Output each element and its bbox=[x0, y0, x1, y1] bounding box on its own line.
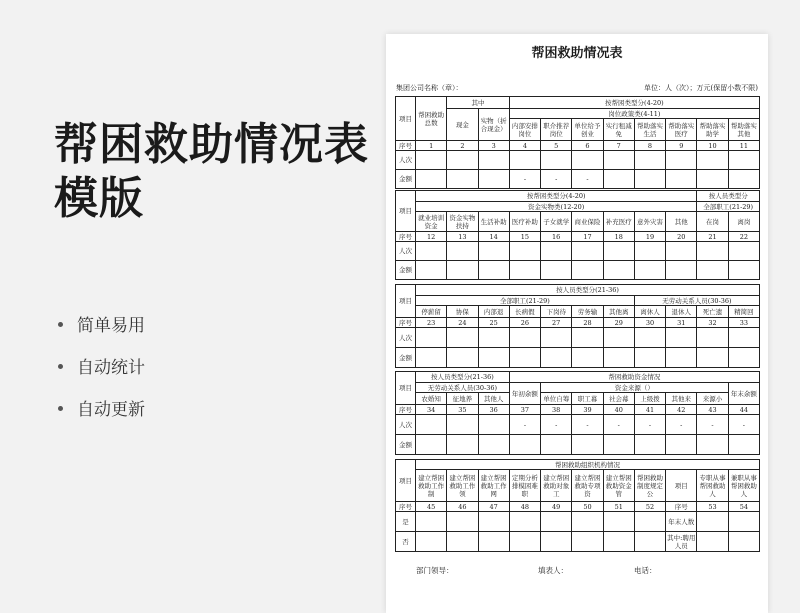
data-cell[interactable] bbox=[603, 512, 634, 532]
col-header: 单位自筹 bbox=[541, 393, 572, 405]
data-cell[interactable] bbox=[634, 328, 665, 348]
col-number: 32 bbox=[697, 318, 728, 328]
col-header: 农婚知 bbox=[416, 393, 447, 405]
col-number: 42 bbox=[666, 405, 697, 415]
feature-list bbox=[58, 312, 145, 438]
footer-leader: 部门领导： bbox=[416, 566, 454, 575]
col-header: 资金实物类(12-20) bbox=[416, 202, 697, 212]
data-cell[interactable] bbox=[572, 242, 603, 261]
col-header: 建立帮困救助对象工 bbox=[541, 470, 572, 502]
data-cell[interactable] bbox=[634, 435, 665, 455]
row-header: 年末人数 bbox=[666, 512, 697, 532]
col-header: 全部职工(21-29) bbox=[697, 202, 760, 212]
col-number: 1 bbox=[416, 141, 447, 151]
data-cell[interactable] bbox=[697, 512, 728, 532]
item-label: 项目 bbox=[396, 372, 416, 405]
col-header: 上级拨 bbox=[634, 393, 665, 405]
table-block-2 bbox=[395, 190, 760, 280]
col-header: 帮助落实其他 bbox=[728, 119, 759, 141]
col-header: 意外灾害 bbox=[634, 212, 665, 232]
col-number: 15 bbox=[509, 232, 540, 242]
amount-label: 金额 bbox=[396, 435, 416, 455]
col-header: 死亡遗 bbox=[697, 306, 728, 318]
col-header: 建立帮困救助专项资 bbox=[572, 470, 603, 502]
amount-label: 金额 bbox=[396, 348, 416, 368]
data-cell[interactable] bbox=[416, 415, 447, 435]
dash-cell: - bbox=[509, 415, 540, 435]
data-cell[interactable] bbox=[447, 151, 478, 170]
col-number: 17 bbox=[572, 232, 603, 242]
data-cell[interactable] bbox=[634, 532, 665, 552]
hero-title bbox=[54, 118, 369, 226]
data-cell[interactable] bbox=[603, 532, 634, 552]
item-label: 项目 bbox=[396, 97, 416, 141]
data-cell[interactable] bbox=[603, 348, 634, 368]
col-number: 9 bbox=[666, 141, 697, 151]
hero-title-line2: 模版 bbox=[54, 173, 144, 224]
col-number: 40 bbox=[603, 405, 634, 415]
col-header: 无劳动关系人员(30-36) bbox=[634, 296, 759, 306]
col-header: 离休人 bbox=[634, 306, 665, 318]
col-header: 退休人 bbox=[666, 306, 697, 318]
data-cell[interactable] bbox=[728, 435, 759, 455]
col-header: 资金实物扶持 bbox=[447, 212, 478, 232]
no-label: 否 bbox=[396, 532, 416, 552]
data-cell[interactable] bbox=[447, 435, 478, 455]
data-cell[interactable] bbox=[447, 512, 478, 532]
persons-label: 人次 bbox=[396, 415, 416, 435]
data-cell[interactable] bbox=[728, 512, 759, 532]
yes-label: 是 bbox=[396, 512, 416, 532]
col-header: 现金 bbox=[447, 109, 478, 141]
col-header: 资金来源（） bbox=[541, 383, 729, 393]
data-cell[interactable] bbox=[509, 435, 540, 455]
data-cell[interactable] bbox=[697, 532, 728, 552]
data-cell[interactable] bbox=[416, 242, 447, 261]
col-number: 4 bbox=[509, 141, 540, 151]
seq-label: 序号 bbox=[396, 502, 416, 512]
col-header: 建立帮困救助工作网 bbox=[478, 470, 509, 502]
data-cell[interactable] bbox=[447, 170, 478, 189]
document-preview bbox=[386, 34, 768, 613]
company-label: 集团公司名称（章）： bbox=[396, 84, 463, 92]
col-header: 社会幕 bbox=[603, 393, 634, 405]
seq-label: 序号 bbox=[396, 141, 416, 151]
feature-item bbox=[58, 312, 145, 354]
data-cell[interactable] bbox=[416, 261, 447, 280]
data-cell[interactable] bbox=[666, 242, 697, 261]
data-cell[interactable] bbox=[728, 151, 759, 170]
amount-label: 金额 bbox=[396, 261, 416, 280]
persons-label: 人次 bbox=[396, 151, 416, 170]
data-cell[interactable] bbox=[541, 348, 572, 368]
data-cell[interactable] bbox=[416, 348, 447, 368]
item-label: 项目 bbox=[396, 460, 416, 502]
table-block-4 bbox=[395, 371, 760, 455]
col-number: 52 bbox=[634, 502, 665, 512]
persons-label: 人次 bbox=[396, 328, 416, 348]
data-cell[interactable] bbox=[447, 532, 478, 552]
col-number: 24 bbox=[447, 318, 478, 328]
amount-label: 金额 bbox=[396, 170, 416, 189]
data-cell[interactable] bbox=[603, 261, 634, 280]
col-number: 53 bbox=[697, 502, 728, 512]
seq-label: 序号 bbox=[396, 318, 416, 328]
data-cell[interactable] bbox=[416, 170, 447, 189]
col-number: 31 bbox=[666, 318, 697, 328]
data-cell[interactable] bbox=[634, 242, 665, 261]
item-label: 项目 bbox=[396, 285, 416, 318]
col-number: 20 bbox=[666, 232, 697, 242]
data-cell[interactable] bbox=[728, 328, 759, 348]
col-number: 48 bbox=[509, 502, 540, 512]
table-block-3 bbox=[395, 284, 760, 368]
col-header: 其他离 bbox=[603, 306, 634, 318]
data-cell[interactable] bbox=[541, 261, 572, 280]
data-cell[interactable] bbox=[697, 328, 728, 348]
col-header: 定期分析排模困难职 bbox=[509, 470, 540, 502]
col-number: 38 bbox=[541, 405, 572, 415]
col-number: 12 bbox=[416, 232, 447, 242]
data-cell[interactable] bbox=[697, 261, 728, 280]
data-cell[interactable] bbox=[603, 151, 634, 170]
dash-cell: - bbox=[541, 415, 572, 435]
col-header: 建立帮困救助工作领 bbox=[447, 470, 478, 502]
dash-cell: - bbox=[572, 170, 603, 189]
dash-cell: - bbox=[572, 415, 603, 435]
bullet-dot-icon bbox=[58, 322, 63, 327]
table-block-1 bbox=[395, 96, 760, 189]
col-number: 19 bbox=[634, 232, 665, 242]
data-cell[interactable] bbox=[416, 151, 447, 170]
col-number: 27 bbox=[541, 318, 572, 328]
data-cell[interactable] bbox=[509, 261, 540, 280]
data-cell[interactable] bbox=[509, 242, 540, 261]
col-header: 内部退 bbox=[478, 306, 509, 318]
col-number: 34 bbox=[416, 405, 447, 415]
data-cell[interactable] bbox=[666, 435, 697, 455]
item-label: 项目 bbox=[396, 191, 416, 232]
col-header: 按帮困类型分(4-20) bbox=[416, 191, 697, 202]
col-header: 来源小 bbox=[697, 393, 728, 405]
persons-label: 人次 bbox=[396, 242, 416, 261]
feature-label: 自动统计 bbox=[77, 358, 145, 378]
col-header: 实物（折合现金） bbox=[478, 109, 509, 141]
footer-filler: 填表人： bbox=[538, 566, 568, 575]
col-header: 劳务输 bbox=[572, 306, 603, 318]
col-number: 39 bbox=[572, 405, 603, 415]
col-header: 帮困救助组织机构情况 bbox=[416, 460, 760, 470]
col-number: 46 bbox=[447, 502, 478, 512]
data-cell[interactable] bbox=[666, 170, 697, 189]
col-number: 16 bbox=[541, 232, 572, 242]
col-header: 其中 bbox=[447, 97, 510, 109]
data-cell[interactable] bbox=[728, 532, 759, 552]
col-header: 商业保险 bbox=[572, 212, 603, 232]
data-cell[interactable] bbox=[572, 435, 603, 455]
data-cell[interactable] bbox=[447, 415, 478, 435]
col-number: 6 bbox=[572, 141, 603, 151]
feature-label: 简单易用 bbox=[77, 316, 145, 336]
data-cell[interactable] bbox=[541, 532, 572, 552]
col-header: 项目 bbox=[666, 470, 697, 502]
data-cell[interactable] bbox=[697, 435, 728, 455]
col-number: 28 bbox=[572, 318, 603, 328]
col-number: 11 bbox=[728, 141, 759, 151]
col-number: 21 bbox=[697, 232, 728, 242]
col-header: 岗位政策类(4-11) bbox=[509, 109, 759, 119]
data-cell[interactable] bbox=[509, 151, 540, 170]
data-cell[interactable] bbox=[728, 242, 759, 261]
row-header: 其中:聘用人员 bbox=[667, 533, 696, 550]
dash-cell: - bbox=[603, 415, 634, 435]
data-cell[interactable] bbox=[541, 242, 572, 261]
col-header: 精简回 bbox=[728, 306, 759, 318]
document-title: 帮困救助情况表 bbox=[531, 46, 623, 61]
data-cell[interactable] bbox=[603, 328, 634, 348]
col-number: 5 bbox=[541, 141, 572, 151]
col-number: 41 bbox=[634, 405, 665, 415]
col-number: 47 bbox=[478, 502, 509, 512]
col-header: 征地养 bbox=[447, 393, 478, 405]
data-cell[interactable] bbox=[666, 348, 697, 368]
col-header: 下岗待 bbox=[541, 306, 572, 318]
data-cell[interactable] bbox=[697, 151, 728, 170]
col-header: 离岗 bbox=[728, 212, 759, 232]
data-cell[interactable] bbox=[447, 348, 478, 368]
data-cell[interactable] bbox=[603, 242, 634, 261]
col-header: 补充医疗 bbox=[603, 212, 634, 232]
col-number: 51 bbox=[603, 502, 634, 512]
data-cell[interactable] bbox=[478, 348, 509, 368]
data-cell[interactable] bbox=[509, 348, 540, 368]
data-cell[interactable] bbox=[634, 261, 665, 280]
data-cell[interactable] bbox=[728, 348, 759, 368]
col-header: 帮助落实医疗 bbox=[666, 119, 697, 141]
data-cell[interactable] bbox=[478, 328, 509, 348]
data-cell[interactable] bbox=[572, 328, 603, 348]
col-header: 子女就学 bbox=[541, 212, 572, 232]
col-header: 单位给予创业 bbox=[572, 119, 603, 141]
col-number: 50 bbox=[572, 502, 603, 512]
col-number: 49 bbox=[541, 502, 572, 512]
col-header: 帮困救助资金情况 bbox=[509, 372, 759, 383]
col-number: 43 bbox=[697, 405, 728, 415]
data-cell[interactable] bbox=[478, 415, 509, 435]
col-header: 生活补助 bbox=[478, 212, 509, 232]
bullet-dot-icon bbox=[58, 364, 63, 369]
dash-cell: - bbox=[509, 170, 540, 189]
data-cell[interactable] bbox=[416, 512, 447, 532]
data-cell[interactable] bbox=[509, 328, 540, 348]
data-cell[interactable] bbox=[447, 242, 478, 261]
col-header: 无劳动关系人员(30-36) bbox=[416, 383, 510, 393]
col-header: 年初余额 bbox=[509, 383, 540, 405]
col-header: 实行租减免 bbox=[603, 119, 634, 141]
data-cell[interactable] bbox=[541, 435, 572, 455]
data-cell[interactable] bbox=[478, 170, 509, 189]
col-number: 26 bbox=[509, 318, 540, 328]
col-number: 35 bbox=[447, 405, 478, 415]
data-cell[interactable] bbox=[666, 328, 697, 348]
data-cell[interactable] bbox=[541, 151, 572, 170]
col-number: 2 bbox=[447, 141, 478, 151]
col-header: 就业培训资金 bbox=[416, 212, 447, 232]
data-cell[interactable] bbox=[478, 512, 509, 532]
data-cell[interactable] bbox=[416, 328, 447, 348]
col-header: 年末余额 bbox=[728, 383, 759, 405]
data-cell[interactable] bbox=[509, 532, 540, 552]
data-cell[interactable] bbox=[478, 532, 509, 552]
data-cell[interactable] bbox=[697, 170, 728, 189]
col-header: 兼职从事帮困救助人 bbox=[728, 470, 759, 502]
col-header: 按人员类型分 bbox=[697, 191, 760, 202]
col-header: 按帮困类型分(4-20) bbox=[509, 97, 759, 109]
col-header: 长病假 bbox=[509, 306, 540, 318]
data-cell[interactable] bbox=[416, 532, 447, 552]
data-cell[interactable] bbox=[572, 512, 603, 532]
dash-cell: - bbox=[634, 415, 665, 435]
col-header: 其他人 bbox=[478, 393, 509, 405]
data-cell[interactable] bbox=[447, 261, 478, 280]
col-header: 职介推荐岗位 bbox=[541, 119, 572, 141]
col-header: 职工幕 bbox=[572, 393, 603, 405]
data-cell[interactable] bbox=[416, 435, 447, 455]
col-header: 帮助落实生活 bbox=[634, 119, 665, 141]
col-number: 29 bbox=[603, 318, 634, 328]
col-header: 建立帮困救助工作制 bbox=[416, 470, 447, 502]
data-cell[interactable] bbox=[697, 242, 728, 261]
feature-item bbox=[58, 354, 145, 396]
col-number: 7 bbox=[603, 141, 634, 151]
col-number: 54 bbox=[728, 502, 759, 512]
col-number: 37 bbox=[509, 405, 540, 415]
seq-label: 序号 bbox=[396, 405, 416, 415]
seq-label: 序号 bbox=[396, 232, 416, 242]
dash-cell: - bbox=[697, 415, 728, 435]
data-cell[interactable] bbox=[541, 328, 572, 348]
col-number: 3 bbox=[478, 141, 509, 151]
col-header: 其他 bbox=[666, 212, 697, 232]
hero-title-line1: 帮困救助情况表 bbox=[54, 119, 369, 170]
col-header: 在岗 bbox=[697, 212, 728, 232]
col-number: 8 bbox=[634, 141, 665, 151]
col-header: 协保 bbox=[447, 306, 478, 318]
col-header: 按人员类型分(21-36) bbox=[416, 372, 510, 383]
dash-cell: - bbox=[541, 170, 572, 189]
col-number: 18 bbox=[603, 232, 634, 242]
col-number: 14 bbox=[478, 232, 509, 242]
data-cell[interactable] bbox=[572, 348, 603, 368]
data-cell[interactable] bbox=[509, 512, 540, 532]
bullet-dot-icon bbox=[58, 406, 63, 411]
col-number: 22 bbox=[728, 232, 759, 242]
table-block-5 bbox=[395, 459, 760, 552]
col-header: 帮困救助制度规定公 bbox=[634, 470, 665, 502]
data-cell[interactable] bbox=[572, 151, 603, 170]
col-number: 33 bbox=[728, 318, 759, 328]
seq-label: 序号 bbox=[666, 502, 697, 512]
dash-cell: - bbox=[666, 415, 697, 435]
col-header: 全部职工(21-29) bbox=[416, 296, 635, 306]
col-header: 其他来 bbox=[666, 393, 697, 405]
data-cell[interactable] bbox=[666, 151, 697, 170]
data-cell[interactable] bbox=[634, 512, 665, 532]
data-cell[interactable] bbox=[541, 512, 572, 532]
data-cell[interactable] bbox=[697, 348, 728, 368]
data-cell[interactable] bbox=[634, 151, 665, 170]
col-number: 13 bbox=[447, 232, 478, 242]
data-cell[interactable] bbox=[478, 261, 509, 280]
col-header: 停薪留 bbox=[416, 306, 447, 318]
col-number: 30 bbox=[634, 318, 665, 328]
dash-cell: - bbox=[728, 415, 759, 435]
data-cell[interactable] bbox=[572, 532, 603, 552]
data-cell[interactable] bbox=[478, 151, 509, 170]
data-cell[interactable] bbox=[728, 261, 759, 280]
data-cell[interactable] bbox=[634, 170, 665, 189]
unit-label: 单位：人（次）；万元(保留小数不限) bbox=[644, 84, 758, 92]
data-cell[interactable] bbox=[603, 170, 634, 189]
col-header: 建立帮困救助资金管 bbox=[603, 470, 634, 502]
footer-phone: 电话： bbox=[634, 566, 657, 575]
col-header: 按人员类型分(21-36) bbox=[416, 285, 760, 296]
col-number: 25 bbox=[478, 318, 509, 328]
col-header: 医疗补助 bbox=[509, 212, 540, 232]
col-header: 内部安排岗位 bbox=[509, 119, 540, 141]
data-cell[interactable] bbox=[666, 261, 697, 280]
feature-item bbox=[58, 396, 145, 438]
data-cell[interactable] bbox=[634, 348, 665, 368]
col-number: 45 bbox=[416, 502, 447, 512]
col-header: 帮助落实助学 bbox=[697, 119, 728, 141]
data-cell[interactable] bbox=[478, 435, 509, 455]
data-cell[interactable] bbox=[478, 242, 509, 261]
data-cell[interactable] bbox=[603, 435, 634, 455]
data-cell[interactable] bbox=[447, 328, 478, 348]
feature-label: 自动更新 bbox=[77, 400, 145, 420]
col-number: 23 bbox=[416, 318, 447, 328]
col-number: 36 bbox=[478, 405, 509, 415]
data-cell[interactable] bbox=[728, 170, 759, 189]
data-cell[interactable] bbox=[572, 261, 603, 280]
col-number: 10 bbox=[697, 141, 728, 151]
col-header: 帮困救助总数 bbox=[416, 97, 447, 141]
col-number: 44 bbox=[728, 405, 759, 415]
col-header: 专职从事帮困救助人 bbox=[697, 470, 728, 502]
